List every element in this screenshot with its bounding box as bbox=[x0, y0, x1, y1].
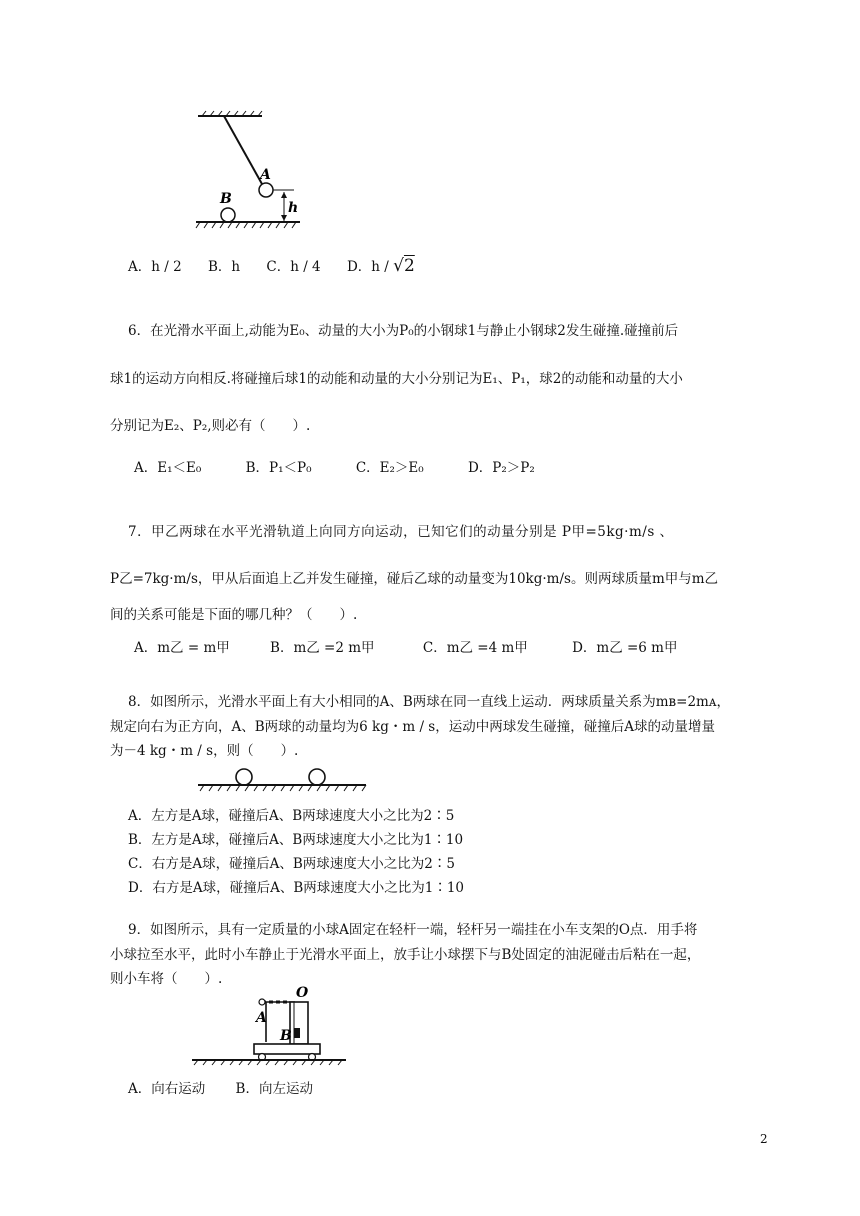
q6-option-b: B．P₁＜P₀ bbox=[245, 460, 312, 476]
fig-label-a2: A bbox=[256, 1010, 267, 1026]
fig-label-h: h bbox=[288, 200, 299, 216]
q8-option-d: D．右方是A球，碰撞后A、B两球速度大小之比为1∶10 bbox=[128, 880, 465, 896]
q9-line3: 则小车将（ ）. bbox=[110, 971, 223, 987]
q5-option-b: B．h bbox=[207, 259, 241, 275]
q7-option-c: C．m乙 =4 m甲 bbox=[422, 640, 528, 656]
q7-option-d: D．m乙 =6 m甲 bbox=[572, 640, 678, 656]
q6-option-c: C．E₂＞E₀ bbox=[355, 460, 424, 476]
two-balls-figure bbox=[196, 764, 368, 794]
q5-option-a: A．h / 2 bbox=[128, 259, 182, 275]
q6-options bbox=[134, 456, 535, 476]
q9-option-b: B．向左运动 bbox=[235, 1081, 313, 1097]
q8-line1: 8．如图所示，光滑水平面上有大小相同的A、B两球在同一直线上运动．两球质量关系为mʙ=2mᴀ， bbox=[128, 694, 730, 710]
q9-line2: 小球拉至水平，此时小车静止于光滑水平面上，放手让小球摆下与B处固定的油泥碰击后粘在一起， bbox=[110, 947, 701, 963]
q6-option-d: D．P₂＞P₂ bbox=[467, 460, 535, 476]
q6-line2: 球1的运动方向相反.将碰撞后球1的动能和动量的大小分别记为E₁、P₁，球2的动能和动量的大小 bbox=[110, 371, 683, 387]
q9-option-a: A．向右运动 bbox=[128, 1081, 206, 1097]
q8-option-b: B．左方是A球，碰撞后A、B两球速度大小之比为1∶10 bbox=[128, 832, 464, 848]
q6-line1: 6．在光滑水平面上,动能为E₀、动量的大小为P₀的小钢球1与静止小钢球2发生碰撞.碰撞前后 bbox=[128, 323, 679, 339]
q7-line3: 间的关系可能是下面的哪几种？（ ）. bbox=[110, 607, 358, 623]
q7-line1: 7．甲乙两球在水平光滑轨道上向同方向运动，已知它们的动量分别是 P甲=5kg·m/s 、 bbox=[128, 524, 674, 540]
fig-label-b: B bbox=[220, 191, 232, 207]
q7-option-a: A．m乙 = m甲 bbox=[134, 640, 230, 656]
q5-options bbox=[128, 255, 415, 276]
q6-option-a: A．E₁＜E₀ bbox=[134, 460, 202, 476]
q9-line1: 9．如图所示，具有一定质量的小球A固定在轻杆一端，轻杆另一端挂在小车支架的O点．用手将 bbox=[128, 922, 698, 938]
page-number: 2 bbox=[760, 1132, 768, 1146]
q8-line2: 规定向右为正方向，A、B两球的动量均为6 kg・m / s，运动中两球发生碰撞，碰撞后A球的动量增量 bbox=[110, 719, 715, 735]
sqrt-symbol: √ bbox=[393, 256, 404, 276]
pendulum-figure bbox=[190, 108, 310, 236]
q7-option-b: B．m乙 =2 m甲 bbox=[270, 640, 375, 656]
q8-option-a: A．左方是A球，碰撞后A、B两球速度大小之比为2∶5 bbox=[128, 808, 455, 824]
fig-label-o: O bbox=[296, 985, 309, 1001]
q5-option-d: D．h / bbox=[346, 259, 394, 275]
q9-options bbox=[128, 1077, 313, 1097]
q6-line3: 分别记为E₂、P₂,则必有（ ）. bbox=[110, 418, 311, 434]
q5-option-c: C．h / 4 bbox=[266, 259, 321, 275]
fig-label-a: A bbox=[260, 167, 271, 183]
fig-label-b2: B bbox=[280, 1028, 292, 1044]
q7-options bbox=[134, 636, 678, 656]
q8-option-c: C．右方是A球，碰撞后A、B两球速度大小之比为2∶5 bbox=[128, 856, 455, 872]
q8-line3: 为－4 kg・m / s，则（ ）. bbox=[110, 743, 299, 759]
sqrt-radicand: 2 bbox=[403, 256, 415, 276]
q7-line2: P乙=7kg·m/s，甲从后面追上乙并发生碰撞，碰后乙球的动量变为10kg·m/s。则两球质量m甲与m乙 bbox=[110, 571, 719, 587]
cart-figure bbox=[190, 984, 350, 1066]
